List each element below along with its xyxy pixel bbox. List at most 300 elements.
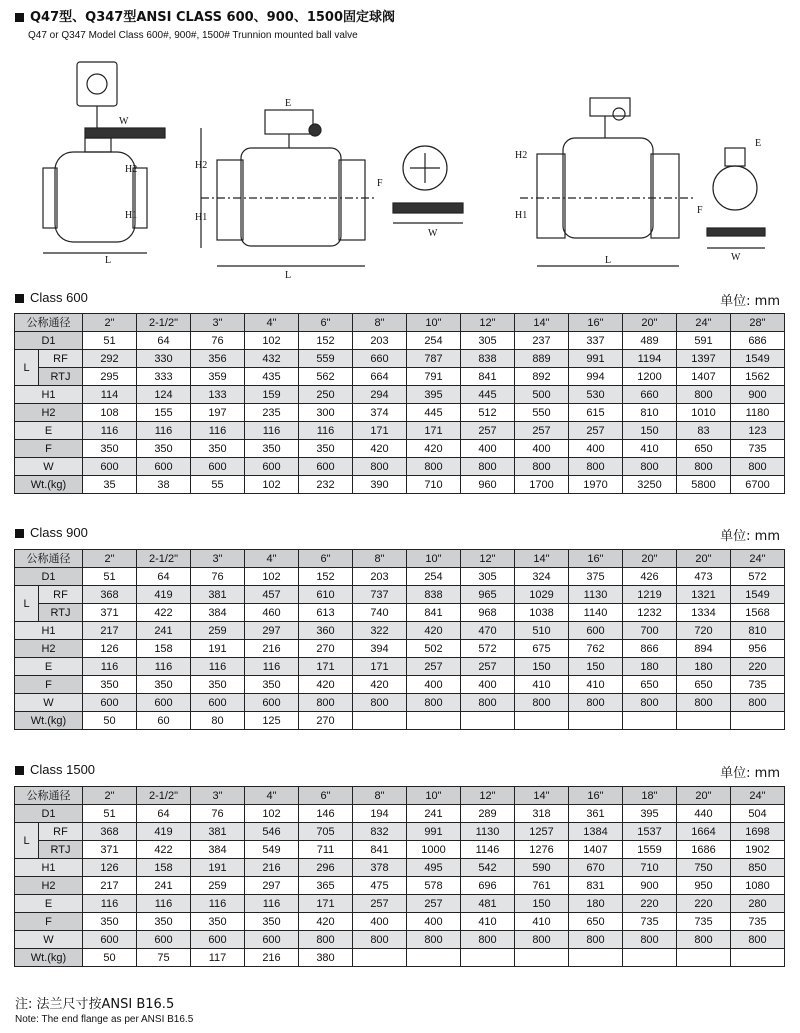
table-cell: 600 — [191, 458, 245, 476]
table-cell: 116 — [137, 658, 191, 676]
table-cell — [731, 712, 785, 730]
table-row-e — [15, 895, 785, 913]
table-cell: 1698 — [731, 823, 785, 841]
table-cell: 400 — [461, 676, 515, 694]
table-cell: 116 — [191, 658, 245, 676]
table-cell: 542 — [461, 859, 515, 877]
table-cell: 76 — [191, 805, 245, 823]
table-cell: 350 — [191, 913, 245, 931]
table-cell: 426 — [623, 568, 677, 586]
row-label-d1: D1 — [15, 332, 83, 350]
table-cell: 420 — [407, 440, 461, 458]
table-cell: 76 — [191, 332, 245, 350]
section-title-class-1500: Class 1500 — [15, 762, 95, 777]
size-header: 28" — [731, 314, 785, 332]
table-cell: 445 — [407, 404, 461, 422]
table-cell: 216 — [245, 859, 299, 877]
table-cell: 473 — [677, 568, 731, 586]
table-cell: 800 — [461, 931, 515, 949]
table-row-d1 — [15, 332, 785, 350]
table-cell: 171 — [407, 422, 461, 440]
size-header: 2" — [83, 314, 137, 332]
table-cell: 420 — [353, 440, 407, 458]
row-label-l: L — [15, 586, 39, 622]
table-cell: 133 — [191, 386, 245, 404]
table-cell — [677, 712, 731, 730]
table-cell: 158 — [137, 640, 191, 658]
table-cell: 171 — [299, 658, 353, 676]
table-cell: 126 — [83, 640, 137, 658]
table-cell: 590 — [515, 859, 569, 877]
table-cell: 257 — [461, 422, 515, 440]
table-cell: 410 — [515, 913, 569, 931]
table-cell: 241 — [137, 877, 191, 895]
table-cell: 664 — [353, 368, 407, 386]
table-cell: 381 — [191, 586, 245, 604]
header-label: 公称通径 — [15, 787, 83, 805]
table-cell: 670 — [569, 859, 623, 877]
table-cell: 216 — [245, 949, 299, 967]
table-cell: 390 — [353, 476, 407, 494]
table-row-wt — [15, 476, 785, 494]
table-cell: 710 — [407, 476, 461, 494]
table-cell: 241 — [407, 805, 461, 823]
table-cell — [515, 949, 569, 967]
table-cell: 800 — [569, 694, 623, 712]
table-cell: 55 — [191, 476, 245, 494]
table-cell: 1559 — [623, 841, 677, 859]
table-cell: 559 — [299, 350, 353, 368]
table-cell: 116 — [137, 422, 191, 440]
table-cell: 180 — [677, 658, 731, 676]
table-cell: 422 — [137, 604, 191, 622]
table-cell: 368 — [83, 586, 137, 604]
table-cell: 116 — [245, 422, 299, 440]
table-cell: 420 — [407, 622, 461, 640]
row-label-rtj: RTJ — [39, 841, 83, 859]
table-cell: 720 — [677, 622, 731, 640]
table-cell: 1219 — [623, 586, 677, 604]
table-cell: 1194 — [623, 350, 677, 368]
table-cell: 850 — [731, 859, 785, 877]
size-header: 24" — [677, 314, 731, 332]
row-label-w: W — [15, 694, 83, 712]
table-cell: 1080 — [731, 877, 785, 895]
table-cell: 124 — [137, 386, 191, 404]
table-row-w — [15, 458, 785, 476]
table-cell: 800 — [677, 931, 731, 949]
table-cell: 889 — [515, 350, 569, 368]
row-label-w: W — [15, 931, 83, 949]
unit-label-class-900: 单位: mm — [720, 529, 780, 544]
table-cell: 546 — [245, 823, 299, 841]
table-cell: 324 — [515, 568, 569, 586]
table-cell — [461, 712, 515, 730]
size-header: 16" — [569, 550, 623, 568]
size-header: 4" — [245, 314, 299, 332]
row-label-w: W — [15, 458, 83, 476]
table-cell: 295 — [83, 368, 137, 386]
table-cell: 735 — [623, 913, 677, 931]
row-label-h1: H1 — [15, 622, 83, 640]
size-header: 3" — [191, 314, 245, 332]
table-cell — [677, 949, 731, 967]
unit-label-class-1500: 单位: mm — [720, 766, 780, 781]
table-cell: 737 — [353, 586, 407, 604]
table-cell: 440 — [677, 805, 731, 823]
table-cell: 117 — [191, 949, 245, 967]
table-cell: 350 — [137, 913, 191, 931]
table-cell: 235 — [245, 404, 299, 422]
table-cell: 102 — [245, 476, 299, 494]
table-cell: 254 — [407, 568, 461, 586]
valve-drawing-2 — [201, 110, 375, 266]
size-header: 4" — [245, 787, 299, 805]
table-cell: 419 — [137, 823, 191, 841]
table-cell: 422 — [137, 841, 191, 859]
table-cell: 1384 — [569, 823, 623, 841]
table-cell: 600 — [245, 694, 299, 712]
table-cell: 956 — [731, 640, 785, 658]
table-row-rtj — [15, 841, 785, 859]
table-cell: 400 — [407, 676, 461, 694]
table-cell: 35 — [83, 476, 137, 494]
size-header: 12" — [461, 550, 515, 568]
table-cell — [407, 949, 461, 967]
valve-drawing-3 — [393, 146, 463, 223]
note-cn: 注: 法兰尺寸按ANSI B16.5 — [15, 997, 175, 1012]
table-cell: 64 — [137, 805, 191, 823]
table-cell: 1276 — [515, 841, 569, 859]
table-cell: 600 — [83, 458, 137, 476]
table-cell: 578 — [407, 877, 461, 895]
size-header: 2-1/2" — [137, 787, 191, 805]
table-cell: 800 — [623, 931, 677, 949]
table-cell: 591 — [677, 332, 731, 350]
table-cell: 80 — [191, 712, 245, 730]
table-cell: 800 — [407, 458, 461, 476]
table-cell: 838 — [407, 586, 461, 604]
table-cell: 1257 — [515, 823, 569, 841]
table-cell: 841 — [353, 841, 407, 859]
valve-drawing-1 — [43, 62, 165, 253]
table-cell: 410 — [461, 913, 515, 931]
size-header: 2" — [83, 787, 137, 805]
table-cell: 116 — [83, 658, 137, 676]
table-cell: 380 — [299, 949, 353, 967]
size-header: 10" — [407, 787, 461, 805]
table-row-rf — [15, 350, 785, 368]
table-cell: 1970 — [569, 476, 623, 494]
table-cell: 75 — [137, 949, 191, 967]
table-cell: 322 — [353, 622, 407, 640]
page-subtitle: Q47 or Q347 Model Class 600#, 900#, 1500# Trunnion mounted ball valve — [28, 30, 358, 41]
table-cell: 375 — [569, 568, 623, 586]
table-cell: 994 — [569, 368, 623, 386]
dim-label-e-2: E — [285, 98, 292, 109]
table-cell: 203 — [353, 568, 407, 586]
table-cell: 800 — [353, 931, 407, 949]
table-cell: 126 — [83, 859, 137, 877]
size-header: 10" — [407, 550, 461, 568]
table-cell: 735 — [731, 440, 785, 458]
table-cell: 108 — [83, 404, 137, 422]
table-cell: 158 — [137, 859, 191, 877]
table-cell: 791 — [407, 368, 461, 386]
table-cell: 38 — [137, 476, 191, 494]
row-label-e: E — [15, 422, 83, 440]
table-cell: 613 — [299, 604, 353, 622]
table-cell: 350 — [83, 913, 137, 931]
table-cell: 371 — [83, 604, 137, 622]
size-header: 14" — [515, 550, 569, 568]
table-cell: 410 — [569, 676, 623, 694]
table-cell: 350 — [191, 440, 245, 458]
table-cell: 800 — [623, 694, 677, 712]
table-cell: 600 — [191, 694, 245, 712]
table-cell: 116 — [83, 895, 137, 913]
table-cell: 1902 — [731, 841, 785, 859]
table-cell: 125 — [245, 712, 299, 730]
table-cell: 650 — [623, 676, 677, 694]
table-cell: 1321 — [677, 586, 731, 604]
table-cell: 150 — [569, 658, 623, 676]
table-cell: 259 — [191, 877, 245, 895]
table-row-f — [15, 676, 785, 694]
table-cell: 495 — [407, 859, 461, 877]
table-cell: 1000 — [407, 841, 461, 859]
table-cell: 254 — [407, 332, 461, 350]
table-cell: 1407 — [569, 841, 623, 859]
size-header: 16" — [569, 314, 623, 332]
table-cell: 1146 — [461, 841, 515, 859]
table-cell: 171 — [299, 895, 353, 913]
table-row-e — [15, 658, 785, 676]
table-cell: 435 — [245, 368, 299, 386]
table-cell: 51 — [83, 568, 137, 586]
table-cell: 1664 — [677, 823, 731, 841]
table-cell — [569, 712, 623, 730]
row-label-e: E — [15, 658, 83, 676]
table-cell: 220 — [623, 895, 677, 913]
table-cell: 841 — [461, 368, 515, 386]
table-cell: 259 — [191, 622, 245, 640]
table-cell: 305 — [461, 332, 515, 350]
table-row-h2 — [15, 640, 785, 658]
table-cell: 116 — [191, 895, 245, 913]
table-cell: 297 — [245, 622, 299, 640]
table-cell: 750 — [677, 859, 731, 877]
table-cell: 968 — [461, 604, 515, 622]
table-cell: 600 — [83, 694, 137, 712]
table-cell: 841 — [407, 604, 461, 622]
table-cell: 1537 — [623, 823, 677, 841]
table-cell: 333 — [137, 368, 191, 386]
table-cell: 800 — [731, 694, 785, 712]
table-cell: 5800 — [677, 476, 731, 494]
table-cell: 1397 — [677, 350, 731, 368]
table-cell: 445 — [461, 386, 515, 404]
table-cell: 550 — [515, 404, 569, 422]
table-cell: 600 — [191, 931, 245, 949]
spec-table-class-600 — [14, 313, 785, 494]
note-en: Note: The end flange as per ANSI B16.5 — [15, 1014, 194, 1025]
table-cell: 1549 — [731, 350, 785, 368]
table-cell: 832 — [353, 823, 407, 841]
table-cell: 237 — [515, 332, 569, 350]
row-label-wt: Wt.(kg) — [15, 712, 83, 730]
table-cell — [623, 712, 677, 730]
size-header: 20" — [677, 550, 731, 568]
dim-label-h2-2: H2 — [195, 160, 208, 171]
table-cell: 171 — [353, 658, 407, 676]
table-cell: 114 — [83, 386, 137, 404]
table-cell: 50 — [83, 949, 137, 967]
spec-table-class-1500 — [14, 786, 785, 967]
table-cell: 381 — [191, 823, 245, 841]
table-cell: 991 — [407, 823, 461, 841]
dim-label-f-3: F — [377, 178, 383, 189]
table-cell: 241 — [137, 622, 191, 640]
table-row-d1 — [15, 805, 785, 823]
table-cell: 318 — [515, 805, 569, 823]
table-cell: 194 — [353, 805, 407, 823]
table-cell: 270 — [299, 712, 353, 730]
table-cell: 762 — [569, 640, 623, 658]
table-cell: 378 — [353, 859, 407, 877]
table-row-rtj — [15, 368, 785, 386]
table-cell: 800 — [299, 694, 353, 712]
table-row-h1 — [15, 386, 785, 404]
table-cell: 350 — [245, 913, 299, 931]
table-row-wt — [15, 712, 785, 730]
table-cell: 900 — [623, 877, 677, 895]
row-label-h1: H1 — [15, 386, 83, 404]
table-cell: 116 — [299, 422, 353, 440]
table-row-rf — [15, 823, 785, 841]
table-cell — [569, 949, 623, 967]
table-cell: 116 — [191, 422, 245, 440]
table-cell: 675 — [515, 640, 569, 658]
row-label-h1: H1 — [15, 859, 83, 877]
table-cell: 359 — [191, 368, 245, 386]
size-header: 14" — [515, 314, 569, 332]
table-cell: 420 — [353, 676, 407, 694]
table-cell: 800 — [677, 458, 731, 476]
table-cell: 197 — [191, 404, 245, 422]
table-row-rtj — [15, 604, 785, 622]
table-cell: 1407 — [677, 368, 731, 386]
unit-label-class-600: 单位: mm — [720, 294, 780, 309]
dim-label-f-5: F — [697, 205, 703, 216]
table-cell: 660 — [353, 350, 407, 368]
table-cell: 292 — [83, 350, 137, 368]
table-cell: 572 — [731, 568, 785, 586]
table-cell: 297 — [245, 877, 299, 895]
table-cell: 51 — [83, 805, 137, 823]
table-cell — [461, 949, 515, 967]
table-cell: 800 — [461, 458, 515, 476]
size-header: 2-1/2" — [137, 314, 191, 332]
size-header: 3" — [191, 550, 245, 568]
table-cell: 400 — [407, 913, 461, 931]
valve-drawings — [15, 48, 785, 288]
dim-label-h2-1: H2 — [125, 164, 138, 175]
table-cell: 800 — [515, 931, 569, 949]
table-cell: 150 — [515, 658, 569, 676]
table-cell: 350 — [83, 440, 137, 458]
table-cell: 502 — [407, 640, 461, 658]
table-cell: 500 — [515, 386, 569, 404]
table-cell: 735 — [677, 913, 731, 931]
row-label-f: F — [15, 676, 83, 694]
size-header: 6" — [299, 550, 353, 568]
table-cell: 203 — [353, 332, 407, 350]
table-row-wt — [15, 949, 785, 967]
table-cell: 800 — [461, 694, 515, 712]
table-cell: 330 — [137, 350, 191, 368]
row-label-rf: RF — [39, 586, 83, 604]
table-cell: 257 — [353, 895, 407, 913]
table-cell: 102 — [245, 805, 299, 823]
table-cell: 800 — [623, 458, 677, 476]
table-cell: 3250 — [623, 476, 677, 494]
table-cell: 800 — [677, 694, 731, 712]
size-header: 8" — [353, 314, 407, 332]
table-cell: 800 — [515, 694, 569, 712]
row-label-l: L — [15, 823, 39, 859]
table-cell: 1130 — [569, 586, 623, 604]
table-cell: 116 — [245, 895, 299, 913]
table-cell: 950 — [677, 877, 731, 895]
table-row-rf — [15, 586, 785, 604]
table-cell: 1232 — [623, 604, 677, 622]
valve-drawing-5 — [707, 148, 765, 248]
table-cell: 410 — [515, 676, 569, 694]
table-row-h2 — [15, 404, 785, 422]
table-cell: 650 — [677, 676, 731, 694]
table-cell — [731, 949, 785, 967]
table-cell: 800 — [731, 458, 785, 476]
table-cell: 305 — [461, 568, 515, 586]
table-cell: 894 — [677, 640, 731, 658]
size-header: 10" — [407, 314, 461, 332]
table-cell: 384 — [191, 841, 245, 859]
table-cell: 800 — [353, 458, 407, 476]
table-cell: 700 — [623, 622, 677, 640]
row-label-d1: D1 — [15, 805, 83, 823]
table-cell: 735 — [731, 913, 785, 931]
row-label-rf: RF — [39, 823, 83, 841]
table-cell: 696 — [461, 877, 515, 895]
table-cell: 365 — [299, 877, 353, 895]
table-cell: 1180 — [731, 404, 785, 422]
table-cell: 270 — [299, 640, 353, 658]
section-title-class-900: Class 900 — [15, 525, 88, 540]
size-header: 4" — [245, 550, 299, 568]
table-cell: 1140 — [569, 604, 623, 622]
table-cell: 350 — [137, 440, 191, 458]
table-cell: 800 — [515, 458, 569, 476]
table-cell: 368 — [83, 823, 137, 841]
table-cell: 600 — [569, 622, 623, 640]
table-cell: 510 — [515, 622, 569, 640]
size-header: 18" — [623, 787, 677, 805]
table-cell: 800 — [731, 931, 785, 949]
row-label-rf: RF — [39, 350, 83, 368]
table-row-w — [15, 931, 785, 949]
table-cell: 155 — [137, 404, 191, 422]
